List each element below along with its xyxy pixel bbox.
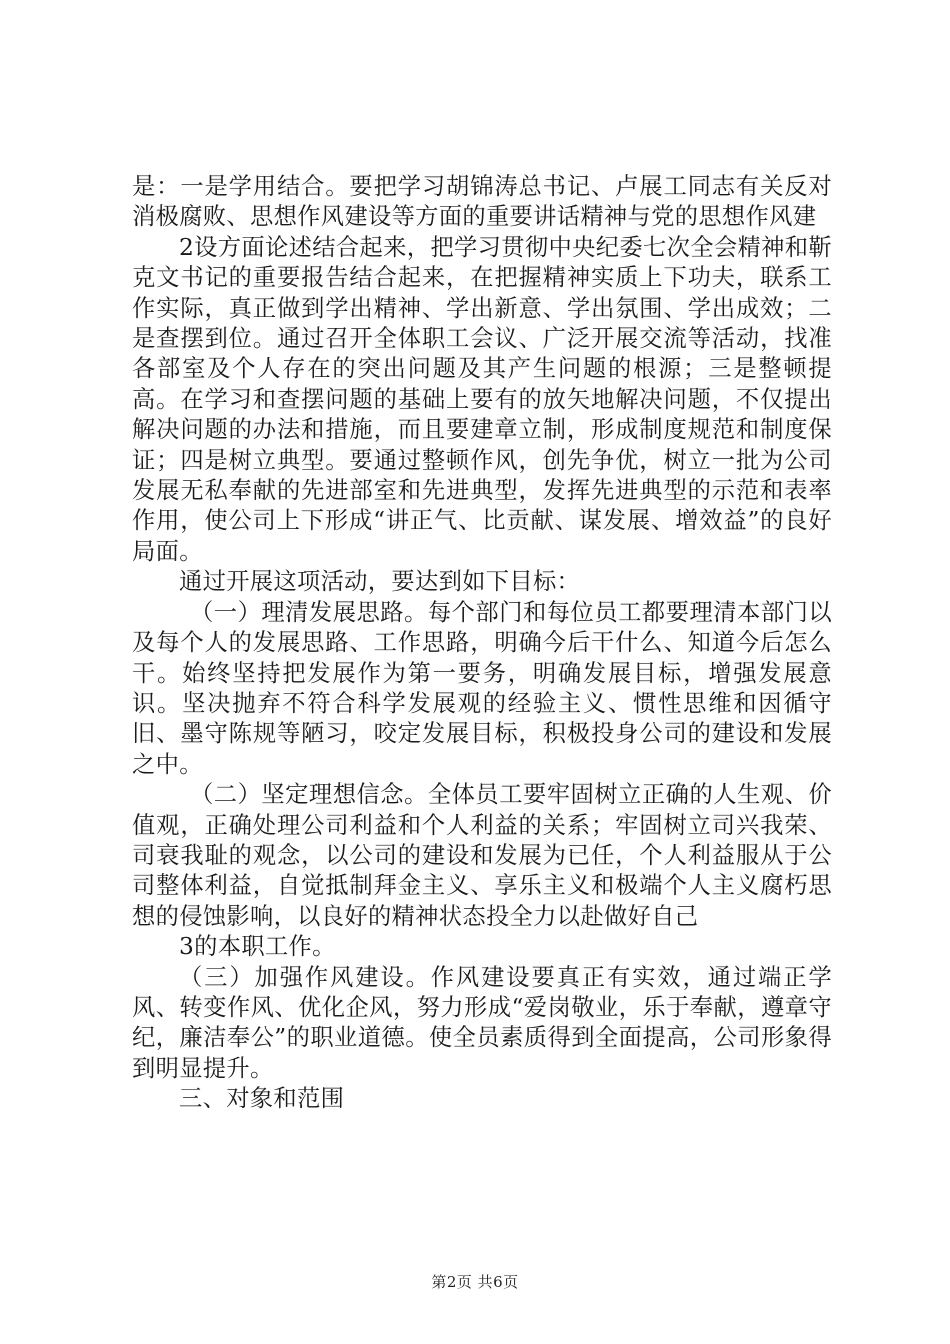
paragraph-goal-1: （一）理清发展思路。每个部门和每位员工都要理清本部门以及每个人的发展思路、工作思路，明确今后干什么、知道今后怎么干。始终坚持把发展作为第一要务，明确发展目标，增强发展意识。坚决抛弃不符合科学发展观的经验主义、惯性思维和因循守旧、墨守陈规等陋习，咬定发展目标，积极投身公司的建设和发展之中。 bbox=[132, 598, 832, 778]
paragraph-goal-3: （三）加强作风建设。作风建设要真正有实效，通过端正学风、转变作风、优化企风，努力形成“爱岗敬业，乐于奉献，遵章守纪，廉洁奉公”的职业道德。使全员素质得到全面提高，公司形象得到明显提升。 bbox=[132, 963, 832, 1082]
page-number-footer: 第2页 共6页 bbox=[431, 1273, 519, 1291]
paragraph-goal-2-cont: 3的本职工作。 bbox=[179, 933, 336, 961]
paragraph-intro-study: 是：一是学用结合。要把学习胡锦涛总书记、卢展工同志有关反对消极腐败、思想作风建设等方面的重要讲话精神与党的思想作风建 bbox=[132, 173, 832, 231]
document-body bbox=[132, 172, 832, 1115]
paragraph-measures: 2设方面论述结合起来，把学习贯彻中央纪委七次全会精神和靳克文书记的重要报告结合起来，在把握精神实质上下功夫，联系工作实际，真正做到学出精神、学出新意、学出氛围、学出成效；二是查摆到位。通过召开全体职工会议、广泛开展交流等活动，找准各部室及个人存在的突出问题及其产生问题的根源；三是整顿提高。在学习和查摆问题的基础上要有的放矢地解决问题，不仅提出解决问题的办法和措施，而且要建章立制，形成制度规范和制度保证；四是树立典型。要通过整顿作风，创先争优，树立一批为公司发展无私奉献的先进部室和先进典型，发挥先进典型的示范和表率作用，使公司上下形成“讲正气、比贡献、谋发展、增效益”的良好局面。 bbox=[132, 233, 832, 565]
paragraph-goals-intro: 通过开展这项活动，要达到如下目标： bbox=[179, 568, 581, 596]
section-heading-scope: 三、对象和范围 bbox=[179, 1085, 345, 1113]
paragraph-goal-2: （二）坚定理想信念。全体员工要牢固树立正确的人生观、价值观，正确处理公司利益和个人利益的关系；牢固树立司兴我荣、司衰我耻的观念，以公司的建设和发展为已任，个人利益服从于公司整体利益，自觉抵制拜金主义、享乐主义和极端个人主义腐朽思想的侵蚀影响，以良好的精神状态投全力以赴做好自己 bbox=[132, 781, 832, 930]
